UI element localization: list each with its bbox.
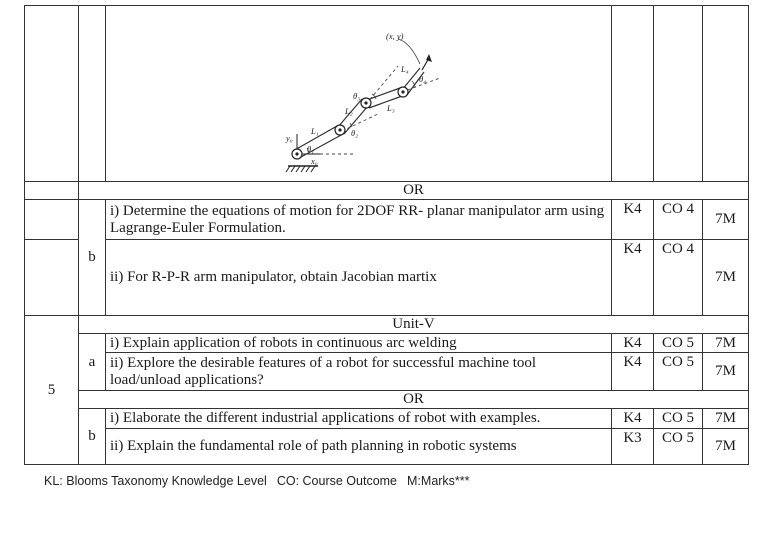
- q4b-ii-row: [25, 240, 749, 316]
- sub-label-b: b: [79, 200, 106, 316]
- unit-heading: Unit-V: [79, 316, 749, 334]
- figure-label-theta4: θ₄: [419, 74, 427, 84]
- question-text: ii) Explain the fundamental role of path planning in robotic systems: [106, 429, 612, 465]
- figure-label-theta1: θ₁: [307, 144, 315, 154]
- figure-cell: [106, 6, 612, 182]
- kl-value: K3: [612, 429, 654, 465]
- or-label: OR: [79, 182, 749, 200]
- marks-value: 7M: [703, 353, 749, 391]
- sub-label-a: a: [79, 334, 106, 391]
- co-value: CO 5: [654, 334, 703, 353]
- q5a-ii-row: [25, 353, 749, 391]
- figure-label-y0: y₀: [286, 133, 293, 143]
- figure-label-L1: L₁: [311, 126, 319, 136]
- legend-footer: [44, 474, 480, 488]
- marks-value: 7M: [703, 409, 749, 429]
- marks-value: 7M: [703, 334, 749, 353]
- manipulator-figure: [110, 6, 608, 176]
- q4b-i-row: [25, 200, 749, 240]
- co-cell-empty: [654, 6, 703, 182]
- co-value: CO 5: [654, 409, 703, 429]
- or-label: OR: [79, 391, 749, 409]
- kl-value: K4: [612, 200, 654, 240]
- unit-row: [25, 316, 749, 334]
- co-value: CO 4: [654, 200, 703, 240]
- or-row: [25, 182, 749, 200]
- question-text: ii) For R-P-R arm manipulator, obtain Jacobian martix: [106, 240, 612, 316]
- qno-cell-empty: [25, 182, 79, 200]
- or-row: [25, 391, 749, 409]
- marks-cell-empty: [703, 6, 749, 182]
- question-sheet: [24, 5, 748, 465]
- qno-cell-empty: [25, 6, 79, 182]
- figure-label-end: (x, y): [386, 31, 404, 41]
- figure-label-L2: L₂: [345, 106, 353, 116]
- co-value: CO 4: [654, 240, 703, 316]
- kl-value: K4: [612, 334, 654, 353]
- marks-value: 7M: [703, 429, 749, 465]
- figure-label-theta3: θ₃: [353, 91, 361, 101]
- question-table: [24, 5, 749, 465]
- figure-label-L3: L₃: [387, 103, 395, 113]
- sub-label-b: b: [79, 409, 106, 465]
- q5b-i-row: [25, 409, 749, 429]
- co-value: CO 5: [654, 429, 703, 465]
- marks-value: 7M: [703, 200, 749, 240]
- sub-cell-empty: [79, 6, 106, 182]
- marks-value: 7M: [703, 240, 749, 316]
- kl-value: K4: [612, 353, 654, 391]
- question-text: i) Explain application of robots in continuous arc welding: [106, 334, 612, 353]
- q5b-ii-row: [25, 429, 749, 465]
- kl-value: K4: [612, 409, 654, 429]
- figure-label-x0: x₀: [311, 156, 318, 166]
- figure-row: [25, 6, 749, 182]
- qno-cell-empty: [25, 200, 79, 240]
- qno-cell-empty: [25, 240, 79, 316]
- kl-value: K4: [612, 240, 654, 316]
- question-number: 5: [25, 316, 79, 465]
- q5a-i-row: [25, 334, 749, 353]
- kl-cell-empty: [612, 6, 654, 182]
- figure-label-L4: L₄: [401, 64, 409, 74]
- legend-kl: KL: Blooms Taxonomy Knowledge Level: [44, 474, 267, 488]
- figure-label-theta2: θ₂: [351, 128, 359, 138]
- legend-co: CO: Course Outcome: [276, 474, 398, 488]
- question-text: ii) Explore the desirable features of a robot for successful machine tool load/unload applications?: [106, 353, 612, 391]
- question-text: i) Determine the equations of motion for 2DOF RR- planar manipulator arm using Lagrange-Euler Formulation.: [106, 200, 612, 240]
- co-value: CO 5: [654, 353, 703, 391]
- legend-marks: M:Marks***: [407, 474, 470, 488]
- question-text: i) Elaborate the different industrial applications of robot with examples.: [106, 409, 612, 429]
